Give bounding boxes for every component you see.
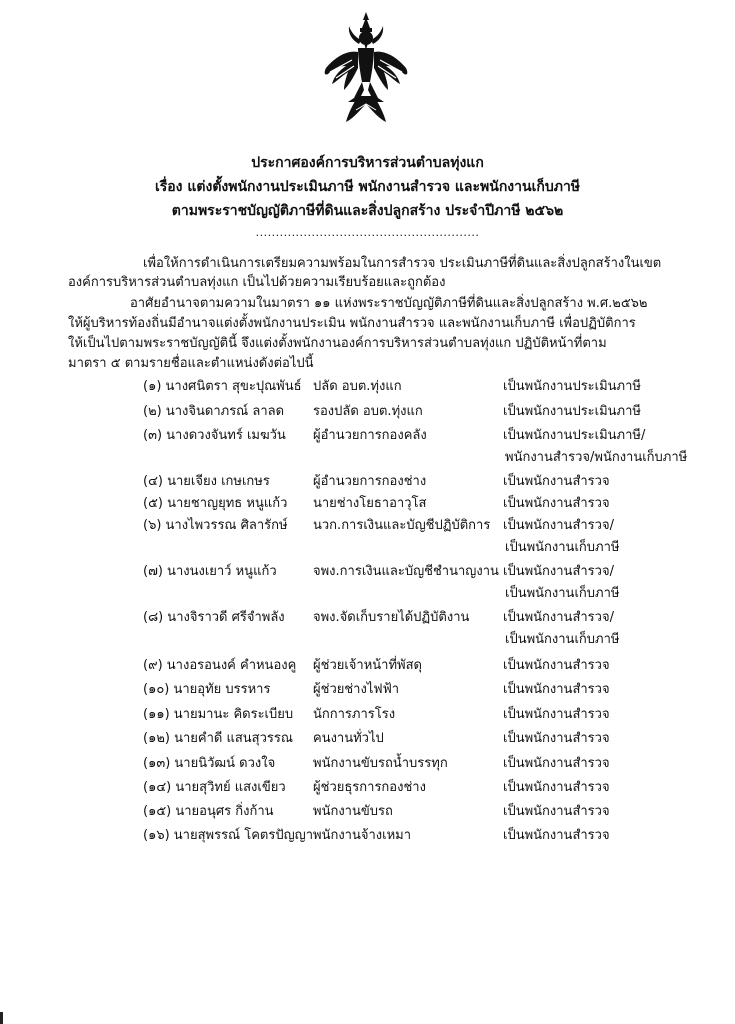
staff-position: รองปลัด อบต.ทุ่งแก [313,404,423,419]
staff-role: เป็นพนักงานสำรวจ [503,658,610,673]
staff-role: เป็นพนักงานประเมินภาษี [503,404,641,419]
staff-position: พนักงานขับรถ [313,804,393,819]
paragraph-1-line-2: องค์การบริหารส่วนตำบลทุ่งแก เป็นไปด้วยความเรียบร้อยและถูกต้อง [68,275,446,290]
announcement-title: ประกาศองค์การบริหารส่วนตำบลทุ่งแก [251,155,484,171]
staff-row [0,705,735,725]
staff-role: เป็นพนักงานสำรวจ [503,756,610,771]
staff-role: เป็นพนักงานสำรวจ/ [503,564,614,579]
staff-name: (๓) นางดวงจันทร์ เมฆวัน [143,428,286,443]
staff-position: พนักงานจ้างเหมา [313,828,412,843]
staff-role-continued: เป็นพนักงานเก็บภาษี [505,586,620,601]
staff-row [0,754,735,774]
staff-position: พนักงานขับรถน้ำบรรทุก [313,756,448,771]
staff-role-continued: พนักงานสำรวจ/พนักงานเก็บภาษี [505,450,688,465]
staff-name: (๗) นางนงเยาว์ หนูแก้ว [143,564,277,579]
staff-row [0,778,735,798]
staff-position: ปลัด อบต.ทุ่งแก [313,379,402,394]
staff-row [0,826,735,846]
staff-position: นวก.การเงินและบัญชีปฏิบัติการ [313,518,491,533]
staff-role: เป็นพนักงานสำรวจ [503,496,610,511]
staff-name: (๖) นางไพวรรณ ศิลารักษ์ [143,518,288,533]
staff-position: ผู้อำนวยการกองช่าง [313,474,427,489]
staff-role-continued: เป็นพนักงานเก็บภาษี [505,540,620,555]
staff-role: เป็นพนักงานสำรวจ/ [503,610,614,625]
staff-name: (๘) นางจิราวดี ศรีจำพลัง [143,610,285,625]
staff-position: จพง.จัดเก็บรายได้ปฏิบัติงาน [313,610,470,625]
staff-name: (๒) นางจินดาภรณ์ ลาลด [143,404,285,419]
staff-position: นายช่างโยธาอาวุโส [313,496,427,511]
paragraph-2-line-2: ให้ผู้บริหารท้องถิ่นมีอำนาจแต่งตั้งพนักงานประเมิน พนักงานสำรวจ และพนักงานเก็บภาษี เพื่อปฏิบัติการ [68,316,636,331]
staff-name: (๑๔) นายสุวิทย์ แสงเขียว [143,780,286,795]
staff-row [0,377,735,397]
paragraph-2-line-4: มาตรา ๕ ตามรายชื่อและตำแหน่งดังต่อไปนี้ [68,356,314,371]
staff-row [0,562,735,582]
staff-name: (๑๒) นายคำดี แสนสุวรรณ [143,731,293,746]
staff-name: (๕) นายชาญยุทธ หนูแก้ว [143,496,288,511]
staff-name: (๙) นางอรอนงค์ คำหนองคู [143,658,297,673]
staff-position: จพง.การเงินและบัญชีชำนาญงาน [313,564,499,579]
staff-name: (๔) นายเจียง เกษเกษร [143,474,270,489]
staff-position: นักการภารโรง [313,707,396,722]
staff-row [0,402,735,422]
paragraph-2-line-3: ให้เป็นไปตามพระราชบัญญัตินี้ จึงแต่งตั้งพนักงานองค์การบริหารส่วนตำบลทุ่งแก ปฏิบัติหน้าที่ตาม [68,336,607,351]
staff-name: (๑๑) นายมานะ คิดระเบียบ [143,707,294,722]
staff-name: (๑๐) นายอุทัย บรรหาร [143,682,271,697]
staff-position: คนงานทั่วไป [313,731,384,746]
staff-role: เป็นพนักงานสำรวจ [503,828,610,843]
garuda-emblem-icon [318,10,414,128]
staff-role: เป็นพนักงานประเมินภาษี/ [503,428,646,443]
staff-row [0,729,735,749]
staff-name: (๑๕) นายอนุศร กิ่งก้าน [143,804,274,819]
staff-position: ผู้ช่วยช่างไฟฟ้า [313,682,400,697]
staff-name: (๑๖) นายสุพรรณ์ โคตรปัญญา [143,828,314,843]
staff-row [0,608,735,628]
staff-role: เป็นพนักงานสำรวจ/ [503,518,614,533]
announcement-act-reference: ตามพระราชบัญญัติภาษีที่ดินและสิ่งปลูกสร้าง ประจำปีภาษี ๒๕๖๒ [171,203,564,219]
staff-row [0,802,735,822]
paragraph-2-line-1: อาศัยอำนาจตามความในมาตรา ๑๑ แห่งพระราชบัญญัติภาษีที่ดินและสิ่งปลูกสร้าง พ.ศ.๒๕๖๒ [130,296,648,311]
staff-role: เป็นพนักงานสำรวจ [503,731,610,746]
staff-position: ผู้อำนวยการกองคลัง [313,428,427,443]
staff-position: ผู้ช่วยธุรการกองช่าง [313,780,426,795]
staff-role: เป็นพนักงานประเมินภาษี [503,379,641,394]
staff-row [0,680,735,700]
staff-role: เป็นพนักงานสำรวจ [503,707,610,722]
announcement-subject: เรื่อง แต่งตั้งพนักงานประเมินภาษี พนักงานสำรวจ และพนักงานเก็บภาษี [154,179,581,195]
staff-row [0,494,735,514]
staff-role: เป็นพนักงานสำรวจ [503,780,610,795]
staff-role: เป็นพนักงานสำรวจ [503,804,610,819]
paragraph-1-line-1: เพื่อให้การดำเนินการเตรียมความพร้อมในการสำรวจ ประเมินภาษีที่ดินและสิ่งปลูกสร้างในเขต [143,256,662,271]
staff-position: ผู้ช่วยเจ้าหน้าที่พัสดุ [313,658,422,673]
staff-role-continued: เป็นพนักงานเก็บภาษี [505,632,620,647]
staff-row [0,426,735,446]
title-divider: ........................................................ [255,226,480,239]
staff-row [0,472,735,492]
staff-name: (๑๓) นายนิวัฒน์ ดวงใจ [143,756,276,771]
staff-row [0,656,735,676]
scan-edge-mark [0,1012,3,1024]
staff-row [0,516,735,536]
staff-role: เป็นพนักงานสำรวจ [503,682,610,697]
staff-role: เป็นพนักงานสำรวจ [503,474,610,489]
staff-name: (๑) นางศนิตรา สุขะปุณพันธ์ [143,379,302,394]
